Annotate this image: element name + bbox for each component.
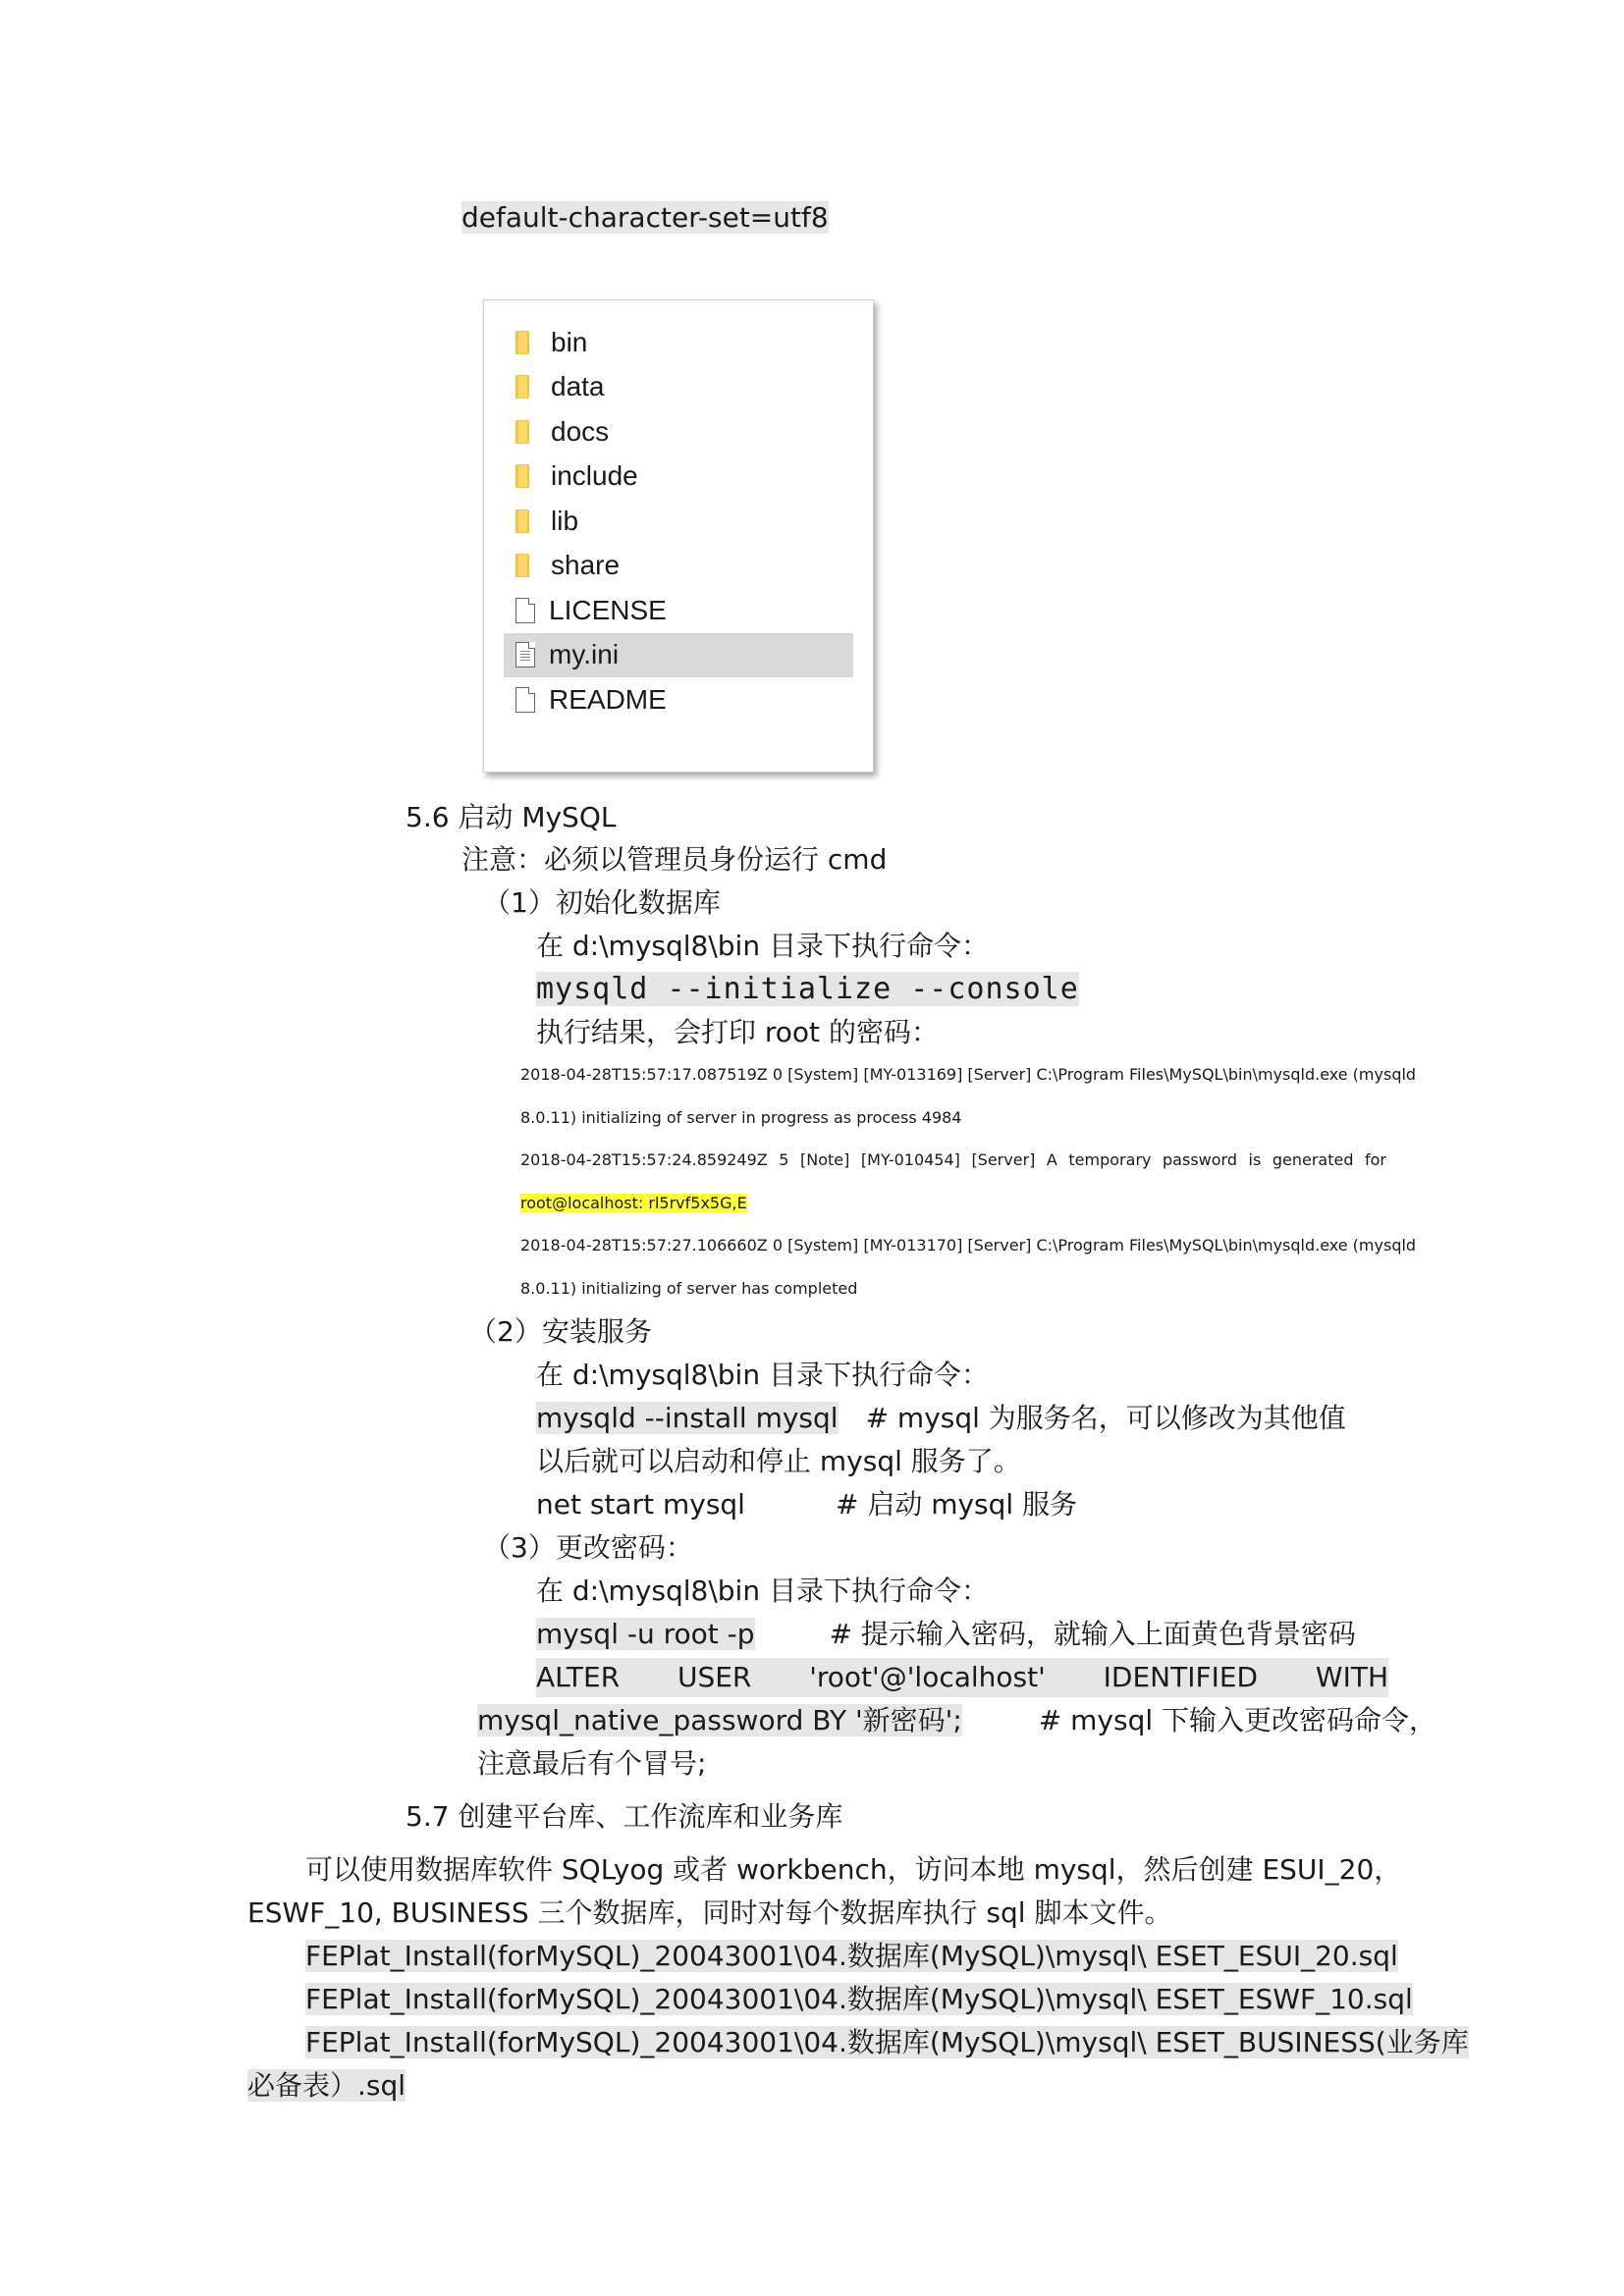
explorer-item-label: data	[551, 371, 605, 401]
login-command: mysql -u root -p	[536, 1618, 755, 1650]
step3-title: （3）更改密码：	[483, 1531, 693, 1564]
log-line-2a	[520, 1148, 1386, 1172]
log-line-2a-word: 5	[779, 1150, 789, 1169]
folder-icon	[515, 420, 529, 444]
file-icon	[515, 598, 535, 623]
log-line-2a-word: generated	[1272, 1150, 1354, 1169]
alter-comment: # mysql 下输入更改密码命令，	[1038, 1704, 1437, 1736]
log-line-2a-word: password	[1163, 1150, 1237, 1169]
start-command: net start mysql	[536, 1488, 745, 1521]
explorer-item-my-ini[interactable]	[504, 633, 853, 677]
explorer-item-label: LICENSE	[549, 594, 667, 625]
config-file-icon	[515, 642, 535, 667]
explorer-item-share[interactable]	[504, 544, 853, 588]
alter-user-word: IDENTIFIED	[1103, 1661, 1259, 1693]
alter-user-word: WITH	[1315, 1661, 1388, 1693]
explorer-item-label: my.ini	[549, 639, 620, 669]
explorer-item-label: lib	[551, 505, 579, 536]
step1-run-in: 在 d:\mysql8\bin 目录下执行命令：	[536, 930, 989, 962]
script-path-business: FEPlat_Install(forMySQL)_20043001\04.数据库(MySQL)\mysql\ ESET_BUSINESS(业务库	[305, 2026, 1469, 2058]
script-path-esui: FEPlat_Install(forMySQL)_20043001\04.数据库(MySQL)\mysql\ ESET_ESUI_20.sql	[305, 1940, 1398, 1972]
folder-icon	[515, 554, 529, 577]
step3-run-in: 在 d:\mysql8\bin 目录下执行命令：	[536, 1575, 989, 1607]
log-line-2a-word: [Server]	[971, 1150, 1036, 1169]
explorer-item-bin[interactable]	[504, 320, 853, 364]
step1-result-intro: 执行结果，会打印 root 的密码：	[536, 1016, 939, 1048]
log-line-2a-word: [Note]	[800, 1150, 850, 1169]
explorer-item-license[interactable]	[504, 588, 853, 632]
section-5-7-heading: 5.7 创建平台库、工作流库和业务库	[406, 1800, 843, 1833]
file-icon	[515, 687, 535, 713]
explorer-item-label: README	[549, 683, 667, 715]
alter-note: 注意最后有个冒号;	[477, 1747, 707, 1780]
step1-title: （1）初始化数据库	[483, 886, 721, 919]
file-explorer-panel	[483, 299, 874, 773]
login-comment: # 提示输入密码，就输入上面黄色背景密码	[829, 1618, 1356, 1650]
admin-note: 注意：必须以管理员身份运行 cmd	[461, 843, 888, 876]
log-line-2a-word: [MY-010454]	[860, 1150, 960, 1169]
folder-icon	[515, 464, 529, 488]
log-line-3a: 2018-04-28T15:57:27.106660Z 0 [System] [MY-013170] [Server] C:\Program Files\MySQL\bin\mysqld.exe (mysqld	[520, 1236, 1417, 1255]
log-line-2a-word: 2018-04-28T15:57:24.859249Z	[520, 1150, 768, 1169]
alter-user-line	[536, 1658, 1388, 1697]
explorer-item-label: docs	[551, 415, 610, 447]
step2-command-line	[536, 1399, 1346, 1438]
step2-title: （2）安装服务	[469, 1315, 652, 1348]
paragraph-line-2: ESWF_10, BUSINESS 三个数据库，同时对每个数据库执行 sql 脚本文件。	[247, 1896, 1172, 1929]
config-line: default-character-set=utf8	[461, 201, 829, 234]
explorer-item-lib[interactable]	[504, 499, 853, 543]
explorer-item-label: include	[551, 460, 638, 491]
install-comment: # mysql 为服务名，可以修改为其他值	[865, 1402, 1346, 1434]
alter-user-word: USER	[677, 1661, 752, 1693]
script-path-eswf: FEPlat_Install(forMySQL)_20043001\04.数据库(MySQL)\mysql\ ESET_ESWF_10.sql	[305, 1983, 1413, 2015]
alter-tail-line	[477, 1701, 1436, 1740]
explorer-item-label: bin	[551, 326, 588, 357]
step3-command-line	[536, 1615, 1356, 1654]
explorer-item-include[interactable]	[504, 454, 853, 499]
explorer-item-docs[interactable]	[504, 409, 853, 454]
log-line-2a-word: for	[1365, 1150, 1386, 1169]
folder-icon	[515, 375, 529, 399]
folder-icon	[515, 331, 529, 354]
log-line-2a-word: A	[1046, 1150, 1057, 1169]
log-line-2a-word: is	[1248, 1150, 1262, 1169]
log-line-3b: 8.0.11) initializing of server has completed	[520, 1279, 858, 1298]
explorer-item-label: share	[551, 550, 621, 580]
install-command: mysqld --install mysql	[536, 1402, 839, 1434]
log-line-2a-word: temporary	[1068, 1150, 1152, 1169]
alter-user-word: ALTER	[536, 1661, 621, 1693]
start-comment: # 启动 mysql 服务	[835, 1488, 1078, 1521]
explorer-item-readme[interactable]	[504, 677, 853, 721]
script-path-business-cont: 必备表）.sql	[247, 2069, 406, 2102]
log-line-1b: 8.0.11) initializing of server in progress as process 4984	[520, 1108, 962, 1127]
step2-run-in: 在 d:\mysql8\bin 目录下执行命令：	[536, 1359, 989, 1391]
alter-tail: mysql_native_password BY '新密码';	[477, 1704, 962, 1736]
explorer-item-data[interactable]	[504, 365, 853, 409]
step2-after: 以后就可以启动和停止 mysql 服务了。	[536, 1445, 1021, 1477]
temporary-password: root@localhost: rl5rvf5x5G,E	[520, 1194, 747, 1212]
folder-icon	[515, 509, 529, 533]
paragraph-line-1: 可以使用数据库软件 SQLyog 或者 workbench，访问本地 mysql，然后创建 ESUI_20，	[305, 1853, 1402, 1886]
log-line-2b	[520, 1192, 747, 1215]
log-line-1a: 2018-04-28T15:57:17.087519Z 0 [System] [MY-013169] [Server] C:\Program Files\MySQL\bin\mysqld.exe (mysqld	[520, 1065, 1417, 1084]
alter-user-word: 'root'@'localhost'	[809, 1661, 1046, 1693]
section-5-6-heading: 5.6 启动 MySQL	[406, 801, 617, 833]
step1-command: mysqld --initialize --console	[536, 972, 1079, 1006]
start-service-line	[536, 1485, 1077, 1524]
